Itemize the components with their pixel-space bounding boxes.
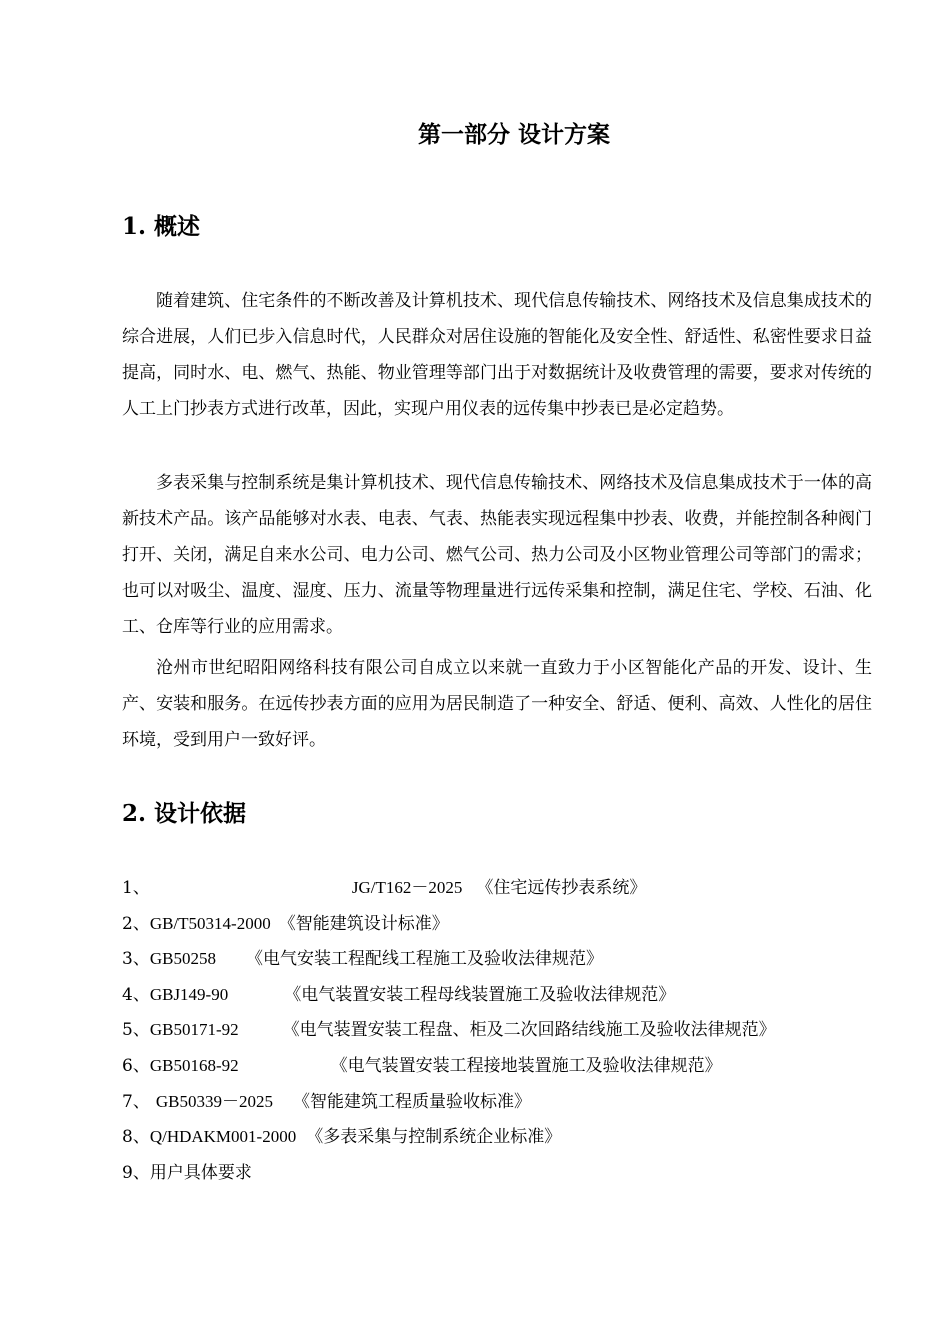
- reference-number: 3、: [122, 949, 150, 970]
- overview-paragraph: 沧州市世纪昭阳网络科技有限公司自成立以来就一直致力于小区智能化产品的开发、设计、生产、安装和服务。在远传抄表方面的应用为居民制造了一种安全、舒适、便利、高效、人性化的居住环境，受到用户一致好评。: [122, 658, 872, 750]
- reference-item: [122, 870, 882, 906]
- section-heading-overview: 1. 概述: [122, 213, 201, 240]
- reference-item: [122, 1155, 882, 1191]
- reference-code: GB50168-92: [149, 1055, 239, 1075]
- reference-code: GB50258: [149, 949, 216, 969]
- reference-title: 《电气装置安装工程盘、柜及二次回路结线施工及验收法律规范》: [282, 1020, 776, 1041]
- reference-code: GBJ149-90: [149, 984, 229, 1004]
- reference-title: 《电气装置安装工程接地装置施工及验收法律规范》: [330, 1055, 722, 1076]
- reference-item: [122, 1012, 882, 1048]
- reference-item: [122, 906, 882, 942]
- reference-number: 4、: [122, 984, 150, 1005]
- reference-number: 1、: [122, 878, 150, 898]
- reference-number: 7、: [122, 1091, 150, 1112]
- reference-title: 《多表采集与控制系统企业标准》: [306, 1127, 562, 1148]
- reference-code: GB50171-92: [149, 1020, 239, 1040]
- page-title: 第一部分 设计方案: [417, 121, 610, 148]
- overview-paragraph: 多表采集与控制系统是集计算机技术、现代信息传输技术、网络技术及信息集成技术于一体的高新技术产品。该产品能够对水表、电表、气表、热能表实现远程集中抄表、收费，并能控制各种阀门打开、关闭，满足自来水公司、电力公司、燃气公司、热力公司及小区物业管理公司等部门的需求；也可以对吸尘、温度、湿度、压力、流量等物理量进行远传采集和控制，满足住宅、学校、石油、化工、仓库等行业的应用需求。: [122, 473, 872, 637]
- reference-item: [122, 1119, 882, 1155]
- reference-title: 《电气安装工程配线工程施工及验收法律规范》: [245, 949, 603, 970]
- reference-number: 2、: [122, 913, 150, 934]
- reference-number: 5、: [122, 1020, 150, 1041]
- reference-item: [122, 941, 882, 977]
- reference-code: Q/HDAKM001-2000: [149, 1127, 297, 1147]
- reference-number: 9、: [122, 1162, 150, 1183]
- reference-title: 《电气装置安装工程母线装置施工及验收法律规范》: [284, 984, 676, 1005]
- reference-title: 《住宅远传抄表系统》: [476, 878, 647, 898]
- reference-title: 《智能建筑设计标准》: [278, 913, 449, 934]
- reference-title: 用户具体要求: [149, 1162, 252, 1183]
- reference-list: [122, 870, 882, 1190]
- reference-code: JG/T162－2025: [351, 878, 463, 897]
- reference-item: [122, 1048, 882, 1084]
- reference-code: GB/T50314-2000: [149, 913, 271, 933]
- reference-number: 8、: [122, 1127, 150, 1148]
- reference-item: [122, 977, 882, 1013]
- reference-item: [122, 1084, 882, 1120]
- reference-code: GB50339－2025: [155, 1091, 273, 1111]
- reference-title: 《智能建筑工程质量验收标准》: [292, 1091, 531, 1112]
- reference-number: 6、: [122, 1055, 150, 1076]
- overview-paragraph: 随着建筑、住宅条件的不断改善及计算机技术、现代信息传输技术、网络技术及信息集成技术的综合进展，人们已步入信息时代，人民群众对居住设施的智能化及安全性、舒适性、私密性要求日益提高，同时水、电、燃气、热能、物业管理等部门出于对数据统计及收费管理的需要，要求对传统的人工上门抄表方式进行改革，因此，实现户用仪表的远传集中抄表已是必定趋势。: [122, 291, 872, 419]
- section-heading-design-basis: 2. 设计依据: [122, 800, 247, 827]
